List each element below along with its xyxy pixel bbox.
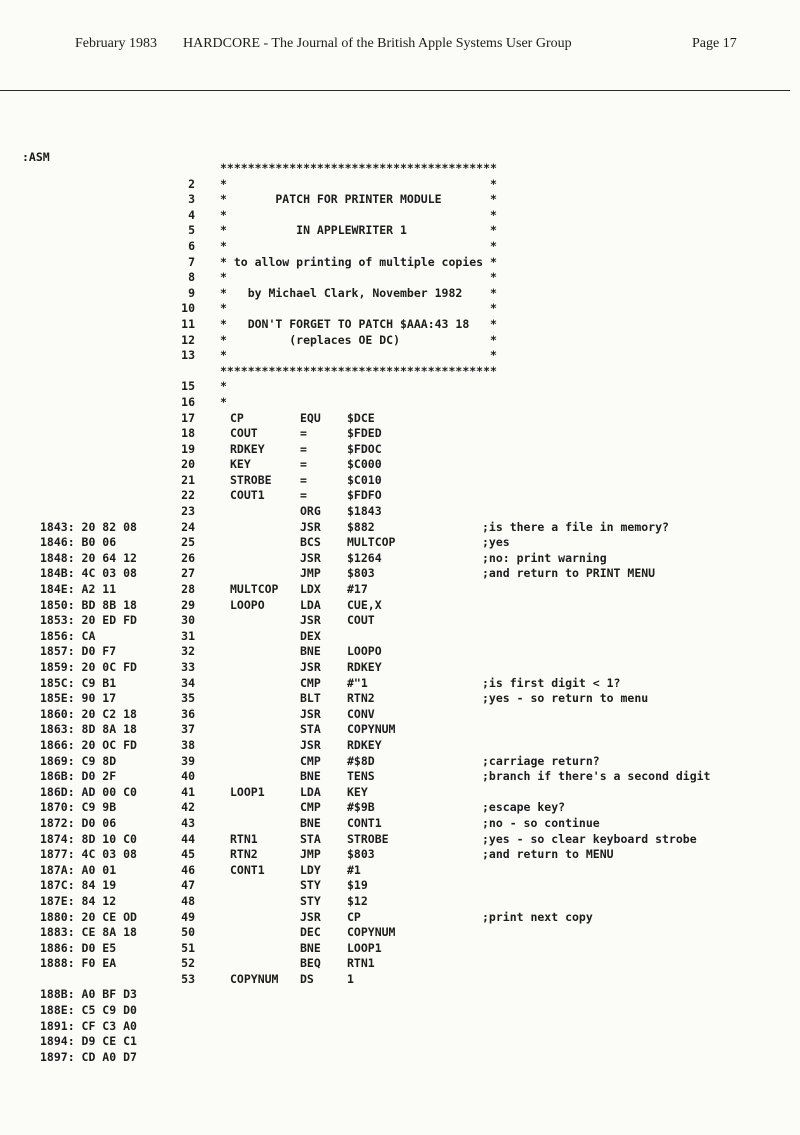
listing-line [0, 832, 800, 848]
listing-line-number: 2 [188, 176, 195, 191]
listing-address-bytes: 185C: C9 B1 [40, 675, 117, 690]
listing-line [0, 910, 800, 926]
listing-line-number: 48 [181, 893, 195, 908]
listing-address-bytes: 1886: D0 E5 [40, 940, 117, 955]
listing-opcode: JSR [300, 613, 321, 628]
listing-line [0, 566, 800, 582]
listing-line [0, 239, 800, 255]
listing-address-bytes: 187A: A0 01 [40, 862, 117, 877]
listing-address-bytes: 1872: D0 06 [40, 815, 117, 830]
listing-opcode: EQU [300, 410, 321, 425]
listing-line [0, 1019, 800, 1035]
listing-line [0, 722, 800, 738]
listing-line-number: 32 [181, 644, 195, 659]
listing-line-number: 3 [188, 192, 195, 207]
listing-line [0, 769, 800, 785]
listing-line [0, 535, 800, 551]
listing-operand: $DCE [347, 410, 375, 425]
listing-banner-text: * DON'T FORGET TO PATCH $AAA:43 18 * [220, 316, 497, 331]
listing-comment: ;and return to PRINT MENU [482, 566, 656, 581]
listing-line [0, 255, 800, 271]
listing-line [0, 987, 800, 1003]
listing-line-number: 28 [181, 582, 195, 597]
listing-address-bytes: 1894: D9 CE C1 [40, 1034, 137, 1049]
listing-comment: ;yes - so clear keyboard strobe [482, 831, 697, 846]
listing-opcode: JSR [300, 909, 321, 924]
listing-label: RTN1 [230, 831, 258, 846]
listing-line [0, 863, 800, 879]
listing-opcode: JSR [300, 519, 321, 534]
listing-line [0, 738, 800, 754]
listing-label: COUT1 [230, 488, 265, 503]
listing-line [0, 379, 800, 395]
listing-address-bytes: 185E: 90 17 [40, 691, 117, 706]
listing-address-bytes: 1853: 20 ED FD [40, 613, 137, 628]
listing-line-number: 37 [181, 722, 195, 737]
listing-line-number: 42 [181, 800, 195, 815]
listing-address-bytes: 1883: CE 8A 18 [40, 925, 137, 940]
listing-label: KEY [230, 457, 251, 472]
listing-line [0, 161, 800, 177]
listing-comment: ;escape key? [482, 800, 566, 815]
listing-line-number: 11 [181, 316, 195, 331]
listing-line [0, 816, 800, 832]
listing-operand: MULTCOP [347, 535, 396, 550]
listing-line-number: 49 [181, 909, 195, 924]
listing-label: MULTCOP [230, 582, 279, 597]
listing-address-bytes: 1848: 20 64 12 [40, 550, 137, 565]
listing-operand: $12 [347, 893, 368, 908]
listing-opcode: = [300, 488, 307, 503]
listing-address-bytes: 184B: 4C 03 08 [40, 566, 137, 581]
listing-opcode: CMP [300, 800, 321, 815]
listing-comment: ;carriage return? [482, 753, 600, 768]
listing-line [0, 629, 800, 645]
listing-line [0, 613, 800, 629]
listing-opcode: LDY [300, 862, 321, 877]
listing-address-bytes: 187C: 84 19 [40, 878, 117, 893]
listing-address-bytes: 186B: D0 2F [40, 769, 117, 784]
listing-line [0, 488, 800, 504]
listing-line-number: 43 [181, 815, 195, 830]
listing-operand: #$9B [347, 800, 375, 815]
listing-line [0, 644, 800, 660]
listing-line-number: 47 [181, 878, 195, 893]
listing-line [0, 707, 800, 723]
listing-line [0, 286, 800, 302]
listing-opcode: DEC [300, 925, 321, 940]
listing-opcode: BLT [300, 691, 321, 706]
listing-line-number: 29 [181, 597, 195, 612]
listing-opcode: JMP [300, 847, 321, 862]
listing-banner-text: **************************************** [220, 161, 497, 175]
listing-opcode: JSR [300, 737, 321, 752]
listing-address-bytes: 1869: C9 8D [40, 753, 117, 768]
listing-opcode: STY [300, 893, 321, 908]
listing-address-bytes: 1859: 20 0C FD [40, 660, 137, 674]
listing-opcode: = [300, 426, 307, 441]
listing-operand: $1843 [347, 504, 382, 519]
listing-opcode: BCS [300, 535, 321, 550]
listing-operand: $882 [347, 519, 375, 534]
listing-line [0, 411, 800, 427]
listing-opcode: BNE [300, 769, 321, 784]
listing-line-number: 8 [188, 270, 195, 285]
listing-label: COPYNUM [230, 971, 279, 986]
listing-label: CONT1 [230, 862, 265, 877]
listing-operand: TENS [347, 769, 375, 784]
listing-opcode: STA [300, 722, 321, 737]
listing-line-number: 40 [181, 769, 195, 784]
listing-line [0, 192, 800, 208]
listing-operand: KEY [347, 784, 368, 799]
listing-operand: CONV [347, 706, 375, 721]
listing-line [0, 691, 800, 707]
listing-opcode: = [300, 457, 307, 472]
listing-line [0, 301, 800, 317]
listing-banner-text: * [220, 379, 227, 394]
listing-line [0, 956, 800, 972]
listing-line-number: 12 [181, 332, 195, 347]
listing-opcode: CMP [300, 753, 321, 768]
listing-address-bytes: 1843: 20 82 08 [40, 519, 137, 534]
listing-comment: ;branch if there's a second digit [482, 769, 711, 784]
listing-label: LOOP1 [230, 784, 265, 799]
listing-line [0, 348, 800, 364]
listing-operand: STROBE [347, 831, 389, 846]
listing-operand: $FDED [347, 426, 382, 441]
listing-banner-text: * * [220, 176, 497, 191]
listing-line-number: 46 [181, 862, 195, 877]
listing-address-bytes: 1870: C9 9B [40, 800, 117, 815]
listing-operand: CP [347, 909, 361, 924]
listing-label: STROBE [230, 472, 272, 487]
listing-line [0, 520, 800, 536]
listing-line-number: 7 [188, 254, 195, 269]
listing-comment: ;is first digit < 1? [482, 675, 621, 690]
listing-line [0, 582, 800, 598]
listing-address-bytes: 1846: B0 06 [40, 535, 117, 550]
listing-line [0, 473, 800, 489]
listing-opcode: BNE [300, 940, 321, 955]
listing-line-number: 26 [181, 550, 195, 565]
listing-operand: #1 [347, 862, 361, 877]
listing-address-bytes: 1874: 8D 10 C0 [40, 831, 137, 846]
listing-operand: RDKEY [347, 737, 382, 752]
listing-banner-text: * * [220, 207, 497, 222]
listing-operand: CUE,X [347, 597, 382, 612]
listing-address-bytes: 1866: 20 OC FD [40, 737, 137, 752]
listing-address-bytes: 1857: D0 F7 [40, 644, 117, 659]
listing-comment: ;is there a file in memory? [482, 519, 669, 534]
header-date: February 1983 [75, 36, 158, 51]
listing-line [0, 754, 800, 770]
listing-line-number: 19 [181, 441, 195, 456]
listing-address-bytes: 1888: F0 EA [40, 956, 117, 971]
listing-opcode: BEQ [300, 956, 321, 971]
listing-line [0, 364, 800, 380]
listing-opcode: BNE [300, 644, 321, 659]
listing-label: CP [230, 410, 244, 425]
listing-address-bytes: 1880: 20 CE OD [40, 909, 137, 924]
listing-line [0, 972, 800, 988]
listing-line [0, 426, 800, 442]
listing-line [0, 551, 800, 567]
listing-operand: #$8D [347, 753, 375, 768]
listing-address-bytes: 184E: A2 11 [40, 582, 117, 597]
listing-banner-text: * * [220, 238, 497, 253]
listing-address-bytes: 188B: A0 BF D3 [40, 987, 137, 1002]
listing-line [0, 395, 800, 411]
page-header [0, 36, 800, 60]
listing-opcode: DEX [300, 628, 321, 643]
listing-line-number: 18 [181, 426, 195, 441]
listing-banner-text: * PATCH FOR PRINTER MODULE * [220, 192, 497, 207]
listing-operand: $C000 [347, 457, 382, 472]
listing-line [0, 676, 800, 692]
listing-line-number: 45 [181, 847, 195, 862]
listing-opcode: JMP [300, 566, 321, 581]
listing-comment: ;no: print warning [482, 550, 607, 565]
listing-operand: $1264 [347, 550, 382, 565]
listing-operand: #"1 [347, 675, 368, 690]
listing-comment: ;yes [482, 535, 510, 550]
listing-address-bytes: 1863: 8D 8A 18 [40, 722, 137, 737]
listing-address-bytes: 1850: BD 8B 18 [40, 597, 137, 612]
listing-banner-text: * (replaces OE DC) * [220, 332, 497, 347]
listing-label: LOOPO [230, 597, 265, 612]
listing-opcode: LDX [300, 582, 321, 597]
listing-banner-text: * to allow printing of multiple copies * [220, 254, 497, 269]
listing-operand: 1 [347, 971, 354, 986]
listing-line-number: 10 [181, 301, 195, 316]
listing-label: RDKEY [230, 441, 265, 456]
listing-line-number: 6 [188, 238, 195, 253]
listing-line-number: 27 [181, 566, 195, 581]
listing-address-bytes: 188E: C5 C9 D0 [40, 1003, 137, 1018]
listing-line-number: 21 [181, 472, 195, 487]
assembly-listing [0, 161, 800, 1065]
listing-line-number: 51 [181, 940, 195, 955]
listing-operand: RTN1 [347, 956, 375, 971]
listing-address-bytes: 1877: 4C 03 08 [40, 847, 137, 862]
listing-opcode: LDA [300, 597, 321, 612]
listing-line [0, 785, 800, 801]
listing-line [0, 894, 800, 910]
listing-opcode: DS [300, 971, 314, 986]
listing-line-number: 41 [181, 784, 195, 799]
listing-line-number: 36 [181, 706, 195, 721]
listing-address-bytes: 1897: CD A0 D7 [40, 1049, 137, 1064]
listing-opcode: LDA [300, 784, 321, 799]
listing-operand: $FDFO [347, 488, 382, 503]
listing-line-number: 22 [181, 488, 195, 503]
listing-banner-text: * [220, 394, 227, 409]
listing-address-bytes: 1891: CF C3 A0 [40, 1018, 137, 1033]
listing-line [0, 442, 800, 458]
listing-line [0, 1034, 800, 1050]
listing-line-number: 4 [188, 207, 195, 222]
listing-opcode: STA [300, 831, 321, 846]
listing-operand: #17 [347, 582, 368, 597]
listing-comment: ;no - so continue [482, 815, 600, 830]
listing-line [0, 847, 800, 863]
listing-operand: LOOPO [347, 644, 382, 659]
listing-address-bytes: 187E: 84 12 [40, 893, 117, 908]
listing-line [0, 177, 800, 193]
listing-operand: COPYNUM [347, 925, 396, 940]
listing-operand: $803 [347, 847, 375, 862]
listing-line-number: 13 [181, 348, 195, 363]
listing-line [0, 941, 800, 957]
header-journal-title: HARDCORE - The Journal of the British Apple Systems User Group [183, 36, 572, 51]
listing-line-number: 15 [181, 379, 195, 394]
listing-operand: RDKEY [347, 660, 382, 674]
listing-line-number: 38 [181, 737, 195, 752]
listing-opcode: BNE [300, 815, 321, 830]
listing-line-number: 31 [181, 628, 195, 643]
listing-line [0, 660, 800, 676]
listing-line-number: 17 [181, 410, 195, 425]
listing-comment: ;print next copy [482, 909, 593, 924]
listing-line [0, 1003, 800, 1019]
listing-line-number: 53 [181, 971, 195, 986]
listing-address-bytes: 1856: CA [40, 628, 96, 643]
listing-line-number: 20 [181, 457, 195, 472]
listing-opcode: JSR [300, 660, 321, 674]
listing-comment: ;yes - so return to menu [482, 691, 649, 706]
listing-banner-text: * IN APPLEWRITER 1 * [220, 223, 497, 238]
listing-line-number: 34 [181, 675, 195, 690]
listing-label: COUT [230, 426, 258, 441]
listing-line [0, 878, 800, 894]
listing-operand: $FDOC [347, 441, 382, 456]
listing-address-bytes: 1860: 20 C2 18 [40, 706, 137, 721]
listing-operand: COUT [347, 613, 375, 628]
header-page-number: Page 17 [692, 36, 737, 51]
listing-banner-text: * * [220, 301, 497, 316]
listing-banner-text: * by Michael Clark, November 1982 * [220, 285, 497, 300]
listing-line-number: 23 [181, 504, 195, 519]
listing-comment: ;and return to MENU [482, 847, 614, 862]
listing-line-number: 35 [181, 691, 195, 706]
header-rule [0, 90, 790, 91]
asm-prompt: :ASM [22, 150, 50, 164]
listing-line-number: 52 [181, 956, 195, 971]
listing-operand: CONT1 [347, 815, 382, 830]
listing-opcode: = [300, 441, 307, 456]
listing-opcode: CMP [300, 675, 321, 690]
listing-line [0, 925, 800, 941]
listing-opcode: = [300, 472, 307, 487]
listing-line-number: 44 [181, 831, 195, 846]
listing-opcode: JSR [300, 550, 321, 565]
listing-operand: COPYNUM [347, 722, 396, 737]
listing-line [0, 223, 800, 239]
listing-line-number: 16 [181, 394, 195, 409]
listing-line [0, 1050, 800, 1066]
listing-line-number: 39 [181, 753, 195, 768]
listing-operand: $803 [347, 566, 375, 581]
listing-line [0, 333, 800, 349]
listing-address-bytes: 186D: AD 00 C0 [40, 784, 137, 799]
listing-opcode: ORG [300, 504, 321, 519]
listing-line [0, 598, 800, 614]
listing-line-number: 5 [188, 223, 195, 238]
listing-operand: $C010 [347, 472, 382, 487]
listing-line-number: 25 [181, 535, 195, 550]
listing-line-number: 33 [181, 660, 195, 674]
listing-line [0, 317, 800, 333]
listing-line-number: 9 [188, 285, 195, 300]
listing-opcode: JSR [300, 706, 321, 721]
listing-label: RTN2 [230, 847, 258, 862]
listing-line-number: 24 [181, 519, 195, 534]
listing-line-number: 50 [181, 925, 195, 940]
listing-opcode: STY [300, 878, 321, 893]
listing-operand: LOOP1 [347, 940, 382, 955]
listing-line [0, 270, 800, 286]
listing-banner-text: * * [220, 270, 497, 285]
listing-banner-text: **************************************** [220, 363, 497, 378]
listing-line [0, 457, 800, 473]
listing-operand: $19 [347, 878, 368, 893]
listing-line [0, 504, 800, 520]
listing-operand: RTN2 [347, 691, 375, 706]
listing-line [0, 800, 800, 816]
listing-line [0, 208, 800, 224]
listing-line-number: 30 [181, 613, 195, 628]
listing-banner-text: * * [220, 348, 497, 363]
